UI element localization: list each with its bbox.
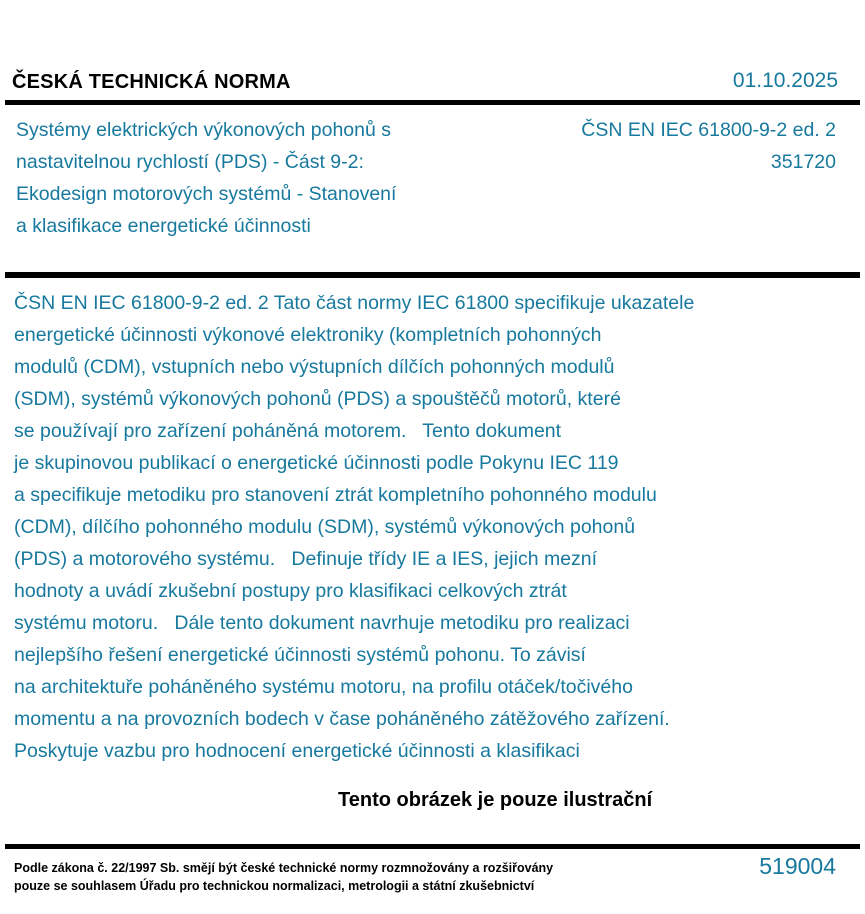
abstract-line: (SDM), systémů výkonových pohonů (PDS) a spouštěčů motorů, které xyxy=(14,388,621,410)
abstract-line: nejlepšího řešení energetické účinnosti systémů pohonu. To závisí xyxy=(14,644,586,666)
abstract-line: na architektuře poháněného systému motoru, na profilu otáček/točivého xyxy=(14,676,633,698)
abstract-line: hodnoty a uvádí zkušební postupy pro klasifikaci celkových ztrát xyxy=(14,580,567,602)
abstract-line: je skupinovou publikací o energetické účinnosti podle Pokynu IEC 119 xyxy=(14,452,619,474)
standard-designation: ČSN EN IEC 61800-9-2 ed. 2 xyxy=(581,119,836,141)
standard-reference xyxy=(581,114,836,178)
copyright-notice-line: Podle zákona č. 22/1997 Sb. smějí být české technické normy rozmnožovány a rozšiřovány xyxy=(14,861,554,875)
page-title: ČESKÁ TECHNICKÁ NORMA xyxy=(12,71,291,93)
abstract-line: energetické účinnosti výkonové elektroniky (kompletních pohonných xyxy=(14,324,602,346)
standard-title-line: Ekodesign motorových systémů - Stanovení xyxy=(16,183,397,205)
standard-title-line: a klasifikace energetické účinnosti xyxy=(16,215,311,237)
standard-class-number: 351720 xyxy=(770,151,836,173)
abstract-line: systému motoru. Dále tento dokument navrhuje metodiku pro realizaci xyxy=(14,612,630,634)
standard-title-line: nastavitelnou rychlostí (PDS) - Část 9-2: xyxy=(16,151,364,173)
copyright-notice xyxy=(14,860,553,895)
abstract-line: (PDS) a motorového systému. Definuje třídy IE a IES, jejich mezní xyxy=(14,548,598,570)
publication-date: 01.10.2025 xyxy=(732,69,838,92)
header-divider xyxy=(5,100,860,105)
title-body-divider xyxy=(5,272,860,278)
copyright-notice-line: pouze se souhlasem Úřadu pro technickou normalizaci, metrologii a státní zkušebnictví xyxy=(14,878,535,893)
standard-abstract xyxy=(14,287,694,767)
standard-title-line: Systémy elektrických výkonových pohonů s xyxy=(16,119,391,141)
abstract-line: momentu a na provozních bodech v čase poháněného zátěžového zařízení. xyxy=(14,708,670,730)
order-number: 519004 xyxy=(759,853,836,879)
illustration-disclaimer: Tento obrázek je pouze ilustrační xyxy=(338,789,653,811)
abstract-line: a specifikuje metodiku pro stanovení ztrát kompletního pohonného modulu xyxy=(14,484,657,506)
footer-divider xyxy=(5,844,860,849)
abstract-line: ČSN EN IEC 61800-9-2 ed. 2 Tato část normy IEC 61800 specifikuje ukazatele xyxy=(14,292,695,314)
abstract-line: (CDM), dílčího pohonného modulu (SDM), systémů výkonových pohonů xyxy=(14,516,636,538)
abstract-line: se používají pro zařízení poháněná motorem. Tento dokument xyxy=(14,420,562,442)
abstract-line: Poskytuje vazbu pro hodnocení energetické účinnosti a klasifikaci xyxy=(14,740,580,762)
standard-title xyxy=(16,114,396,242)
abstract-line: modulů (CDM), vstupních nebo výstupních dílčích pohonných modulů xyxy=(14,356,615,378)
